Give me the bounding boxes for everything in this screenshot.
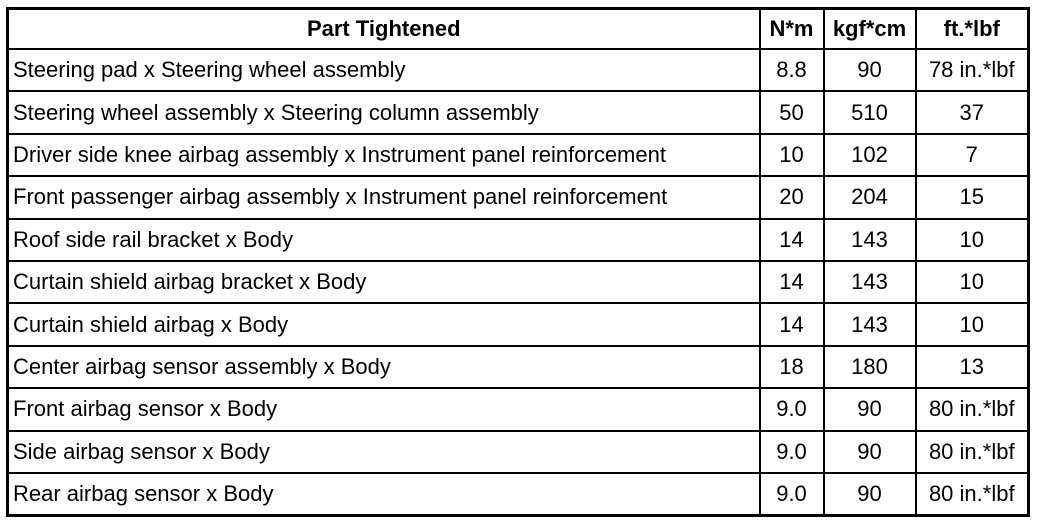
kgf-cm-value-cell: 102 bbox=[824, 134, 916, 176]
table-row bbox=[8, 388, 1029, 430]
part-name-cell: Front passenger airbag assembly x Instrument panel reinforcement bbox=[8, 176, 760, 218]
ft-lbf-value-cell: 7 bbox=[916, 134, 1029, 176]
part-name-cell: Rear airbag sensor x Body bbox=[8, 473, 760, 516]
table-row bbox=[8, 49, 1029, 91]
table-row bbox=[8, 431, 1029, 473]
kgf-cm-value-cell: 180 bbox=[824, 346, 916, 388]
kgf-cm-value-cell: 90 bbox=[824, 473, 916, 516]
table-row bbox=[8, 303, 1029, 345]
table-row bbox=[8, 134, 1029, 176]
kgf-cm-value-cell: 90 bbox=[824, 431, 916, 473]
table-row bbox=[8, 261, 1029, 303]
ft-lbf-value-cell: 37 bbox=[916, 91, 1029, 133]
nm-value-cell: 20 bbox=[760, 176, 824, 218]
part-name-cell: Side airbag sensor x Body bbox=[8, 431, 760, 473]
table-row bbox=[8, 176, 1029, 218]
nm-value-cell: 50 bbox=[760, 91, 824, 133]
header-part-tightened: Part Tightened bbox=[8, 9, 760, 50]
ft-lbf-value-cell: 10 bbox=[916, 261, 1029, 303]
kgf-cm-value-cell: 90 bbox=[824, 388, 916, 430]
part-name-cell: Roof side rail bracket x Body bbox=[8, 219, 760, 261]
nm-value-cell: 14 bbox=[760, 261, 824, 303]
table-row bbox=[8, 473, 1029, 516]
part-name-cell: Driver side knee airbag assembly x Instrument panel reinforcement bbox=[8, 134, 760, 176]
kgf-cm-value-cell: 143 bbox=[824, 219, 916, 261]
part-name-cell: Center airbag sensor assembly x Body bbox=[8, 346, 760, 388]
part-name-cell: Steering pad x Steering wheel assembly bbox=[8, 49, 760, 91]
table-row bbox=[8, 346, 1029, 388]
ft-lbf-value-cell: 10 bbox=[916, 219, 1029, 261]
kgf-cm-value-cell: 143 bbox=[824, 303, 916, 345]
header-kgf-cm: kgf*cm bbox=[824, 9, 916, 50]
nm-value-cell: 18 bbox=[760, 346, 824, 388]
nm-value-cell: 14 bbox=[760, 219, 824, 261]
part-name-cell: Curtain shield airbag x Body bbox=[8, 303, 760, 345]
kgf-cm-value-cell: 510 bbox=[824, 91, 916, 133]
kgf-cm-value-cell: 204 bbox=[824, 176, 916, 218]
part-name-cell: Curtain shield airbag bracket x Body bbox=[8, 261, 760, 303]
ft-lbf-value-cell: 13 bbox=[916, 346, 1029, 388]
header-nm: N*m bbox=[760, 9, 824, 50]
part-name-cell: Steering wheel assembly x Steering column assembly bbox=[8, 91, 760, 133]
ft-lbf-value-cell: 80 in.*lbf bbox=[916, 473, 1029, 516]
table-row bbox=[8, 91, 1029, 133]
nm-value-cell: 9.0 bbox=[760, 388, 824, 430]
kgf-cm-value-cell: 143 bbox=[824, 261, 916, 303]
kgf-cm-value-cell: 90 bbox=[824, 49, 916, 91]
header-ft-lbf: ft.*lbf bbox=[916, 9, 1029, 50]
nm-value-cell: 10 bbox=[760, 134, 824, 176]
nm-value-cell: 8.8 bbox=[760, 49, 824, 91]
ft-lbf-value-cell: 78 in.*lbf bbox=[916, 49, 1029, 91]
nm-value-cell: 9.0 bbox=[760, 473, 824, 516]
nm-value-cell: 9.0 bbox=[760, 431, 824, 473]
torque-specification-table bbox=[6, 7, 1030, 517]
ft-lbf-value-cell: 80 in.*lbf bbox=[916, 431, 1029, 473]
part-name-cell: Front airbag sensor x Body bbox=[8, 388, 760, 430]
ft-lbf-value-cell: 15 bbox=[916, 176, 1029, 218]
table-header-row bbox=[8, 9, 1029, 50]
ft-lbf-value-cell: 80 in.*lbf bbox=[916, 388, 1029, 430]
table-row bbox=[8, 219, 1029, 261]
nm-value-cell: 14 bbox=[760, 303, 824, 345]
ft-lbf-value-cell: 10 bbox=[916, 303, 1029, 345]
